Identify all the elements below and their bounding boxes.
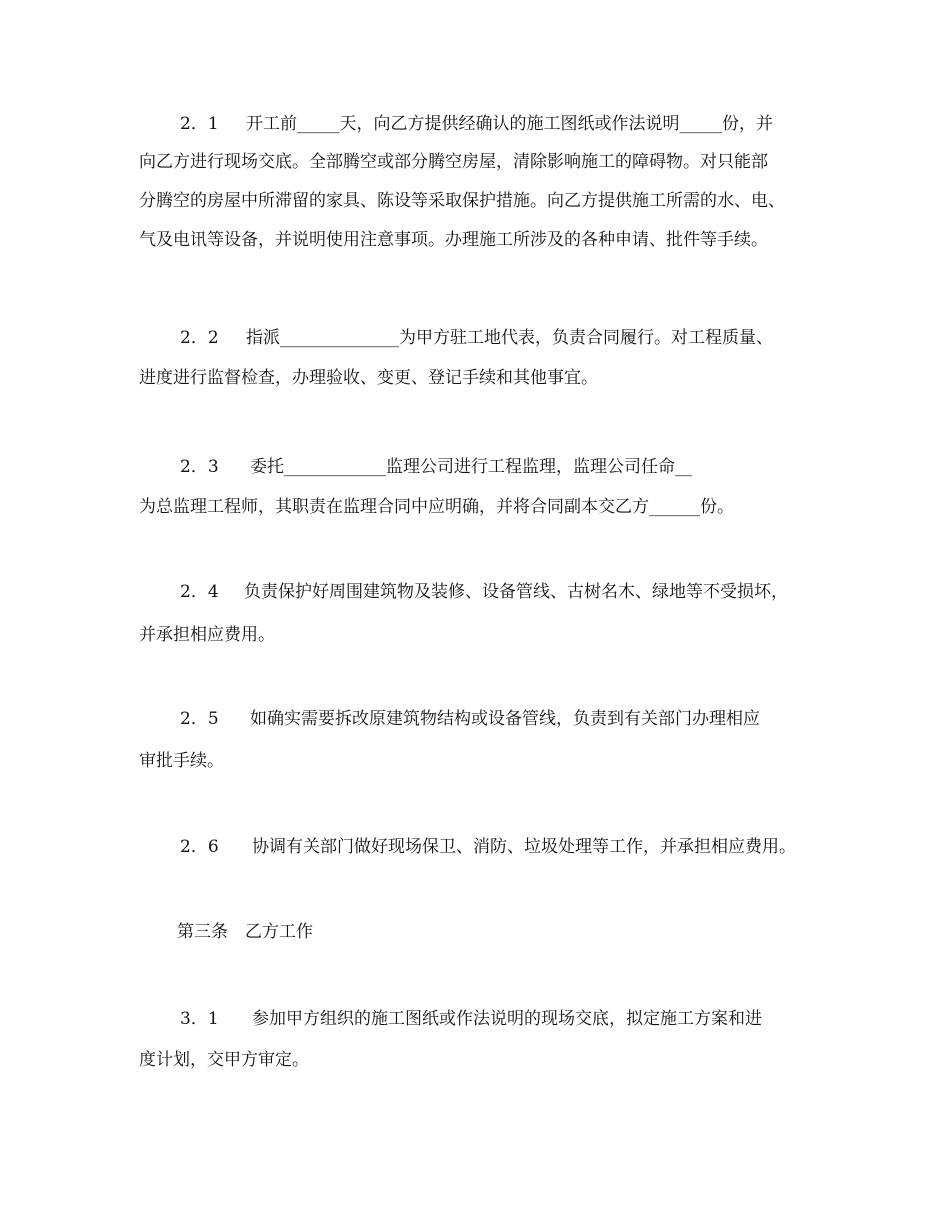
clause-text-line: 为总监理工程师，其职责在监理合同中应明确，并将合同副本交乙方______份。: [139, 497, 734, 517]
clause-text-line: 如确实需要拆改原建筑物结构或设备管线，负责到有关部门办理相应: [250, 709, 760, 729]
clause-text-line: 参加甲方组织的施工图纸或作法说明的现场交底，拟定施工方案和进: [252, 1009, 762, 1029]
clause-text-line: 审批手续。: [139, 751, 224, 771]
clause-text-line: 并承担相应费用。: [139, 625, 275, 645]
clause-number: 2．6: [180, 837, 219, 857]
section-heading: 第三条 乙方工作: [177, 922, 313, 942]
clause-number: 2．4: [180, 582, 219, 602]
clause-text-line: 度计划，交甲方审定。: [139, 1050, 309, 1070]
clause-text-line: 负责保护好周围建筑物及装修、设备管线、古树名木、绿地等不受损坏，: [244, 582, 788, 602]
clause-text-line: 协调有关部门做好现场保卫、消防、垃圾处理等工作，并承担相应费用。: [252, 837, 796, 857]
clause-text-line: 进度进行监督检查，办理验收、变更、登记手续和其他事宜。: [139, 368, 598, 388]
clause-text-line: 向乙方进行现场交底。全部腾空或部分腾空房屋，清除影响施工的障碍物。对只能部: [139, 152, 768, 172]
clause-text-line: 分腾空的房屋中所滞留的家具、陈设等采取保护措施。向乙方提供施工所需的水、电、: [139, 191, 785, 211]
clause-number: 2．1: [180, 114, 219, 134]
clause-number: 3．1: [180, 1009, 219, 1029]
clause-text-line: 指派______________为甲方驻工地代表，负责合同履行。对工程质量、: [246, 328, 773, 348]
clause-number: 2．5: [180, 709, 219, 729]
clause-text-line: 气及电讯等设备，并说明使用注意事项。办理施工所涉及的各种申请、批件等手续。: [139, 230, 768, 250]
clause-number: 2．3: [180, 457, 219, 477]
clause-number: 2．2: [180, 328, 219, 348]
clause-text-line: 开工前_____天，向乙方提供经确认的施工图纸或作法说明_____份，并: [246, 114, 773, 134]
clause-text-line: 委托____________监理公司进行工程监理，监理公司任命__: [250, 457, 692, 477]
